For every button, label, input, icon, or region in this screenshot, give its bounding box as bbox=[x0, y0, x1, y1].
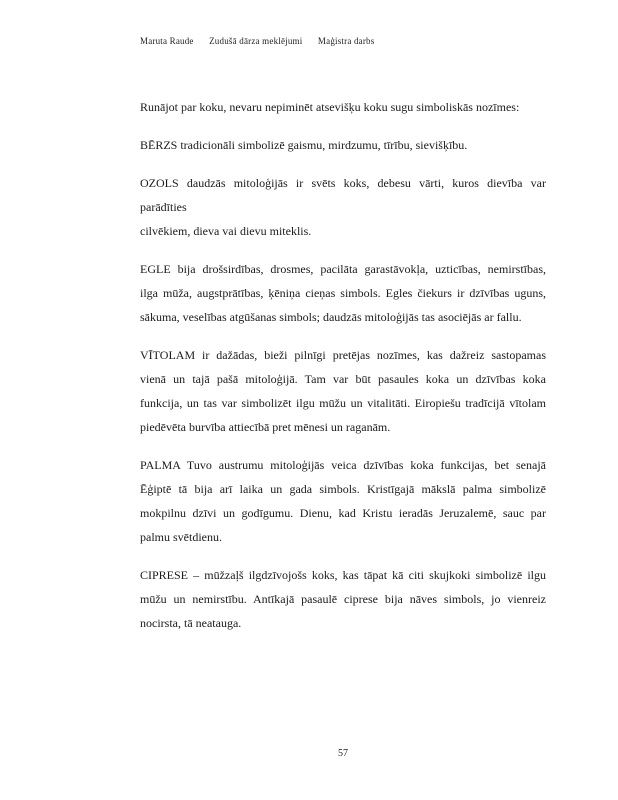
text-line: VĪTOLAM ir dažādas, bieži pilnīgi pretējas nozīmes, kas dažreiz sastopamas bbox=[140, 348, 546, 362]
text-line: piedēvēta burvība attiecībā pret mēnesi un raganām. bbox=[140, 420, 391, 434]
running-header bbox=[140, 36, 546, 46]
text-line: funkcija, un tas var simbolizēt ilgu mūžu un vitalitāti. Eiropiešu tradīcijā vītolam bbox=[140, 396, 546, 410]
paragraph-egle bbox=[140, 257, 546, 329]
text-line: ilga mūža, augstprātības, ķēniņa cieņas simbols. Egles čiekurs ir dzīvības uguns, bbox=[140, 286, 546, 300]
text-line: Ēģiptē tā bija arī laika un gada simbols. Kristīgajā mākslā palma simbolizē bbox=[140, 482, 546, 496]
text-line: CIPRESE – mūžzaļš ilgdzīvojošs koks, kas tāpat kā citi skujkoki simbolizē ilgu bbox=[140, 568, 546, 582]
text-line: sākuma, veselības atgūšanas simbols; daudzās mitoloģijās tas asociējās ar fallu. bbox=[140, 310, 522, 324]
text-line: mūžu un nemirstību. Antīkajā pasaulē ciprese bija nāves simbols, jo vienreiz bbox=[140, 592, 546, 606]
text-line: OZOLS daudzās mitoloģijās ir svēts koks, debesu vārti, kuros dievība var bbox=[140, 176, 546, 190]
text-line: mokpilnu dzīvi un godīgumu. Dienu, kad Kristu ieradās Jeruzalemē, sauc par bbox=[140, 506, 546, 520]
paragraph-berzs bbox=[140, 133, 546, 157]
paragraph-ozols bbox=[140, 171, 546, 243]
header-author: Maruta Raude bbox=[140, 36, 194, 46]
text-line: PALMA Tuvo austrumu mitoloģijās veica dzīvības koka funkcijas, bet senajā bbox=[140, 458, 546, 472]
header-doc-type: Maģistra darbs bbox=[317, 36, 375, 46]
page-body-text bbox=[140, 95, 546, 649]
text-line: cilvēkiem, dieva vai dievu miteklis. bbox=[140, 224, 312, 238]
page-number: 57 bbox=[338, 748, 348, 759]
text-line: EGLE bija drošsirdības, drosmes, pacilāta garastāvokļa, uzticības, nemirstības, bbox=[140, 262, 546, 276]
paragraph-palma bbox=[140, 453, 546, 549]
text-line: BĒRZS tradicionāli simbolizē gaismu, mirdzumu, tīrību, sievišķību. bbox=[140, 138, 468, 152]
text-line: palmu svētdienu. bbox=[140, 530, 222, 544]
header-work-title: Zudušā dārza meklējumi bbox=[209, 36, 303, 46]
text-line: nocirsta, tā neatauga. bbox=[140, 616, 242, 630]
paragraph-ciprese bbox=[140, 563, 546, 635]
text-line: parādīties bbox=[140, 200, 187, 214]
text-line: vienā un tajā pašā mitoloģijā. Tam var būt pasaules koka un dzīvības koka bbox=[140, 372, 546, 386]
paragraph-intro bbox=[140, 95, 546, 119]
text-line: Runājot par koku, nevaru nepiminēt atsevišķu koku sugu simboliskās nozīmes: bbox=[140, 100, 520, 114]
paragraph-vitols bbox=[140, 343, 546, 439]
